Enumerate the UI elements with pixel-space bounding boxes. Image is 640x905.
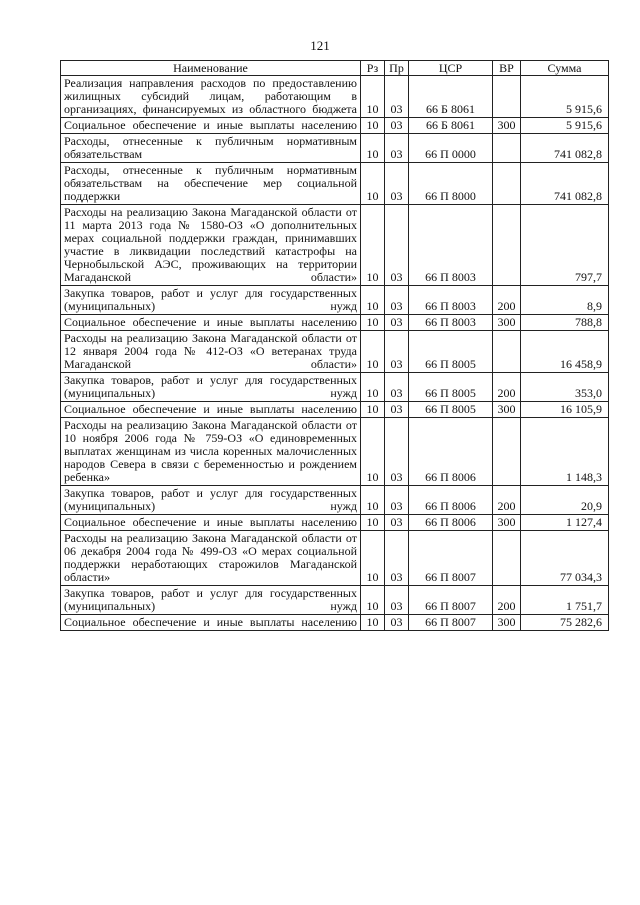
cell-sum: 741 082,8: [521, 134, 609, 163]
cell-csr: 66 П 8003: [409, 315, 493, 331]
table-body: [61, 76, 609, 631]
cell-pr: 03: [385, 402, 409, 418]
cell-vr: 200: [493, 373, 521, 402]
cell-csr: 66 Б 8061: [409, 76, 493, 118]
table-row: [61, 586, 609, 615]
cell-sum: 16 458,9: [521, 331, 609, 373]
cell-vr: 200: [493, 586, 521, 615]
cell-pr: 03: [385, 286, 409, 315]
cell-vr: 300: [493, 615, 521, 631]
cell-sum: 1 148,3: [521, 418, 609, 486]
cell-pr: 03: [385, 615, 409, 631]
cell-name: [61, 615, 361, 631]
row-name-text: Закупка товаров, работ и услуг для государственных (муниципальных) нужд: [64, 586, 357, 613]
row-name-text: Расходы, отнесенные к публичным нормативным обязательствам: [64, 134, 357, 161]
table-header: [61, 61, 609, 76]
cell-name: [61, 331, 361, 373]
cell-pr: 03: [385, 515, 409, 531]
row-name-text: Социальное обеспечение и иные выплаты населению: [64, 315, 357, 329]
header-name: Наименование: [61, 61, 361, 76]
cell-sum: 1 127,4: [521, 515, 609, 531]
cell-pr: 03: [385, 205, 409, 286]
cell-csr: 66 П 8007: [409, 531, 493, 586]
cell-rz: 10: [361, 286, 385, 315]
cell-vr: [493, 531, 521, 586]
cell-name: [61, 118, 361, 134]
header-csr: ЦСР: [409, 61, 493, 76]
table-row: [61, 315, 609, 331]
cell-csr: 66 П 8003: [409, 205, 493, 286]
table-row: [61, 205, 609, 286]
row-name-text: Расходы на реализацию Закона Магаданской области от 06 декабря 2004 года № 499-ОЗ «О мерах социальной поддержки неработающих старожилов Магаданской области»: [64, 531, 357, 584]
cell-csr: 66 П 8000: [409, 163, 493, 205]
cell-rz: 10: [361, 163, 385, 205]
cell-pr: 03: [385, 134, 409, 163]
cell-csr: 66 Б 8061: [409, 118, 493, 134]
cell-sum: 5 915,6: [521, 76, 609, 118]
row-name-text: Закупка товаров, работ и услуг для государственных (муниципальных) нужд: [64, 286, 357, 313]
row-name-text: Закупка товаров, работ и услуг для государственных (муниципальных) нужд: [64, 373, 357, 400]
table-row: [61, 118, 609, 134]
cell-pr: 03: [385, 486, 409, 515]
page-number: 121: [310, 38, 330, 53]
cell-pr: 03: [385, 315, 409, 331]
cell-vr: [493, 418, 521, 486]
cell-sum: 8,9: [521, 286, 609, 315]
header-vr: ВР: [493, 61, 521, 76]
cell-vr: [493, 134, 521, 163]
cell-vr: [493, 163, 521, 205]
row-name-text: Реализация направления расходов по предоставлению жилищных субсидий лицам, работающим в организациях, финансируемых из областного бюджета: [64, 76, 357, 116]
table-row: [61, 615, 609, 631]
cell-csr: 66 П 0000: [409, 134, 493, 163]
cell-name: [61, 515, 361, 531]
header-rz: Рз: [361, 61, 385, 76]
cell-csr: 66 П 8005: [409, 373, 493, 402]
cell-rz: 10: [361, 373, 385, 402]
row-name-text: Социальное обеспечение и иные выплаты населению: [64, 118, 357, 132]
cell-csr: 66 П 8006: [409, 418, 493, 486]
cell-pr: 03: [385, 373, 409, 402]
cell-pr: 03: [385, 76, 409, 118]
cell-sum: 20,9: [521, 486, 609, 515]
cell-sum: 1 751,7: [521, 586, 609, 615]
row-name-text: Социальное обеспечение и иные выплаты населению: [64, 402, 357, 416]
cell-name: [61, 402, 361, 418]
table-row: [61, 402, 609, 418]
row-name-text: Социальное обеспечение и иные выплаты населению: [64, 615, 357, 629]
cell-vr: 200: [493, 486, 521, 515]
cell-rz: 10: [361, 76, 385, 118]
cell-sum: 353,0: [521, 373, 609, 402]
row-name-text: Расходы на реализацию Закона Магаданской области от 12 января 2004 года № 412-ОЗ «О ветеранах труда Магаданской области»: [64, 331, 357, 371]
cell-rz: 10: [361, 134, 385, 163]
cell-sum: 77 034,3: [521, 531, 609, 586]
cell-sum: 75 282,6: [521, 615, 609, 631]
cell-csr: 66 П 8006: [409, 515, 493, 531]
cell-rz: 10: [361, 418, 385, 486]
cell-pr: 03: [385, 331, 409, 373]
cell-name: [61, 486, 361, 515]
cell-vr: 300: [493, 315, 521, 331]
header-row: [61, 61, 609, 76]
cell-csr: 66 П 8005: [409, 402, 493, 418]
table-row: [61, 286, 609, 315]
cell-sum: 741 082,8: [521, 163, 609, 205]
cell-pr: 03: [385, 163, 409, 205]
cell-vr: 300: [493, 402, 521, 418]
table-row: [61, 531, 609, 586]
row-name-text: Социальное обеспечение и иные выплаты населению: [64, 515, 357, 529]
row-name-text: Расходы на реализацию Закона Магаданской области от 11 марта 2013 года № 1580-ОЗ «О дополнительных мерах социальной поддержки граждан, принимавших участие в ликвидации последствий катастрофы на Чернобыльской АЭС, проживающих на территории Магаданской области»: [64, 205, 357, 284]
table-row: [61, 418, 609, 486]
table-row: [61, 373, 609, 402]
cell-sum: 788,8: [521, 315, 609, 331]
cell-sum: 797,7: [521, 205, 609, 286]
row-name-text: Закупка товаров, работ и услуг для государственных (муниципальных) нужд: [64, 486, 357, 513]
cell-name: [61, 163, 361, 205]
cell-name: [61, 315, 361, 331]
cell-csr: 66 П 8006: [409, 486, 493, 515]
row-name-text: Расходы на реализацию Закона Магаданской области от 10 ноября 2006 года № 759-ОЗ «О единовременных выплатах женщинам из числа коренных малочисленных народов Севера в связи с беременностью и рождением ребенка»: [64, 418, 357, 484]
cell-name: [61, 134, 361, 163]
table-row: [61, 134, 609, 163]
cell-csr: 66 П 8007: [409, 615, 493, 631]
table-row: [61, 331, 609, 373]
cell-vr: 300: [493, 515, 521, 531]
cell-vr: [493, 76, 521, 118]
table-row: [61, 163, 609, 205]
cell-rz: 10: [361, 118, 385, 134]
cell-rz: 10: [361, 515, 385, 531]
budget-table: [60, 60, 609, 631]
cell-csr: 66 П 8007: [409, 586, 493, 615]
cell-rz: 10: [361, 586, 385, 615]
table-row: [61, 486, 609, 515]
cell-vr: 300: [493, 118, 521, 134]
cell-rz: 10: [361, 331, 385, 373]
cell-rz: 10: [361, 486, 385, 515]
cell-name: [61, 418, 361, 486]
cell-vr: [493, 331, 521, 373]
header-pr: Пр: [385, 61, 409, 76]
table-row: [61, 76, 609, 118]
cell-pr: 03: [385, 418, 409, 486]
cell-rz: 10: [361, 531, 385, 586]
cell-sum: 16 105,9: [521, 402, 609, 418]
cell-name: [61, 205, 361, 286]
cell-name: [61, 76, 361, 118]
cell-rz: 10: [361, 615, 385, 631]
cell-name: [61, 531, 361, 586]
cell-name: [61, 586, 361, 615]
table-row: [61, 515, 609, 531]
cell-name: [61, 373, 361, 402]
cell-vr: 200: [493, 286, 521, 315]
cell-vr: [493, 205, 521, 286]
cell-rz: 10: [361, 402, 385, 418]
cell-csr: 66 П 8003: [409, 286, 493, 315]
cell-csr: 66 П 8005: [409, 331, 493, 373]
cell-rz: 10: [361, 205, 385, 286]
cell-sum: 5 915,6: [521, 118, 609, 134]
header-sum: Сумма: [521, 61, 609, 76]
cell-pr: 03: [385, 118, 409, 134]
cell-pr: 03: [385, 531, 409, 586]
cell-pr: 03: [385, 586, 409, 615]
cell-rz: 10: [361, 315, 385, 331]
cell-name: [61, 286, 361, 315]
row-name-text: Расходы, отнесенные к публичным нормативным обязательствам на обеспечение мер социальной поддержки: [64, 163, 357, 203]
